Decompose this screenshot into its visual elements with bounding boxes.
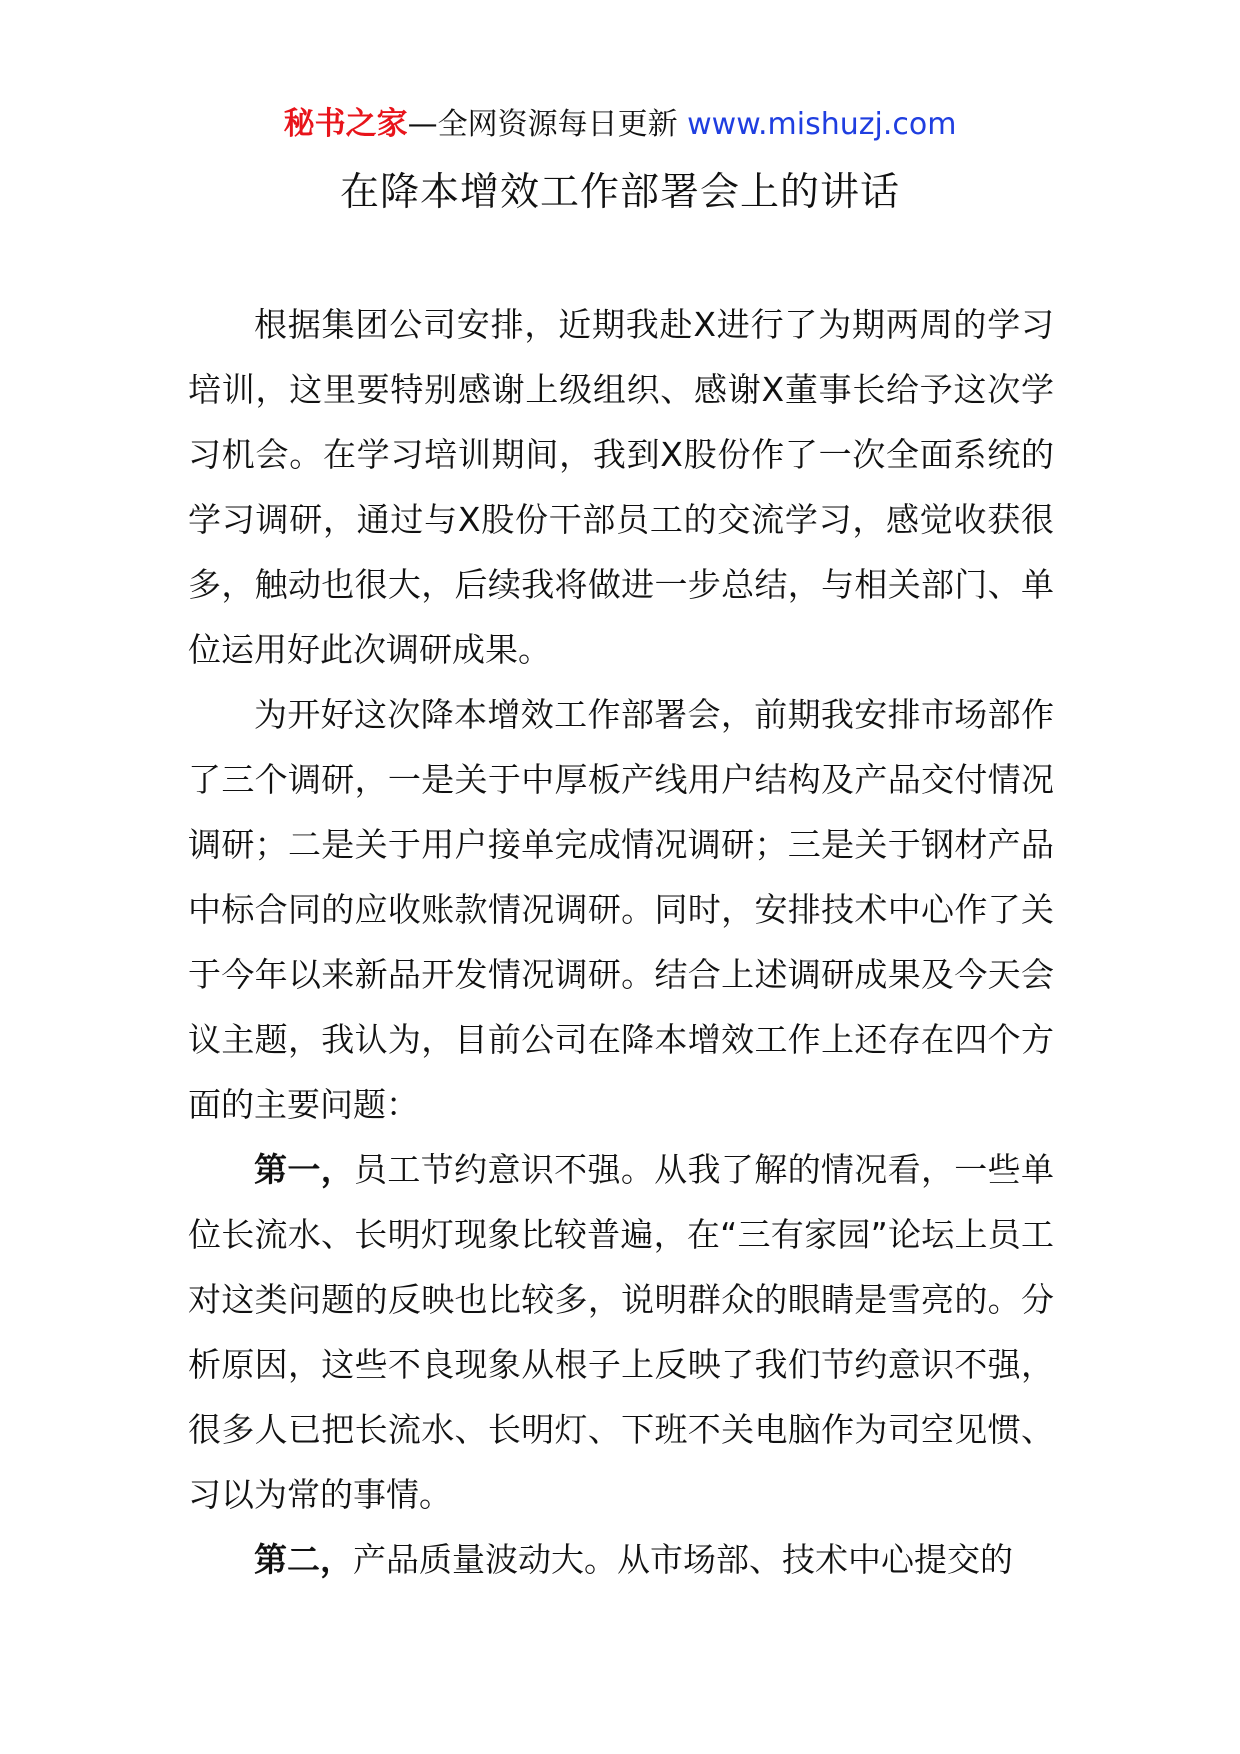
paragraph-text: 根据集团公司安排，近期我赴X进行了为期两周的学习培训，这里要特别感谢上级组织、感谢X董事长给予这次学习机会。在学习培训期间，我到X股份作了一次全面系统的学习调研，通过与X股份干部员工的交流学习，感觉收获很多，触动也很大，后续我将做进一步总结，与相关部门、单位运用好此次调研成果。 [188, 305, 1054, 669]
site-slogan: —全网资源每日更新 [407, 107, 688, 142]
paragraph-lead: 第一， [254, 1150, 355, 1189]
paragraph-text: 为开好这次降本增效工作部署会，前期我安排市场部作了三个调研，一是关于中厚板产线用户结构及产品交付情况调研；二是关于用户接单完成情况调研；三是关于钢材产品中标合同的应收账款情况调研。同时，安排技术中心作了关于今年以来新品开发情况调研。结合上述调研成果及今天会议主题，我认为，目前公司在降本增效工作上还存在四个方面的主要问题： [188, 695, 1054, 1124]
site-brand: 秘书之家 [283, 106, 408, 142]
paragraph-text: 产品质量波动大。从市场部、技术中心提交的 [353, 1540, 1013, 1579]
paragraph [188, 1137, 1054, 1527]
paragraph [188, 1527, 1054, 1592]
paragraph [188, 682, 1054, 1137]
paragraph-text: 员工节约意识不强。从我了解的情况看，一些单位长流水、长明灯现象比较普遍，在“三有家园”论坛上员工对这类问题的反映也比较多，说明群众的眼睛是雪亮的。分析原因，这些不良现象从根子上反映了我们节约意识不强，很多人已把长流水、长明灯、下班不关电脑作为司空见惯、习以为常的事情。 [188, 1150, 1055, 1514]
document-title: 在降本增效工作部署会上的讲话 [339, 170, 900, 215]
paragraph [188, 292, 1054, 682]
site-header [0, 100, 1240, 149]
paragraph-lead: 第二， [254, 1540, 353, 1579]
document-body [188, 292, 1054, 1592]
site-url-link[interactable]: www.mishuzj.com [687, 107, 957, 142]
